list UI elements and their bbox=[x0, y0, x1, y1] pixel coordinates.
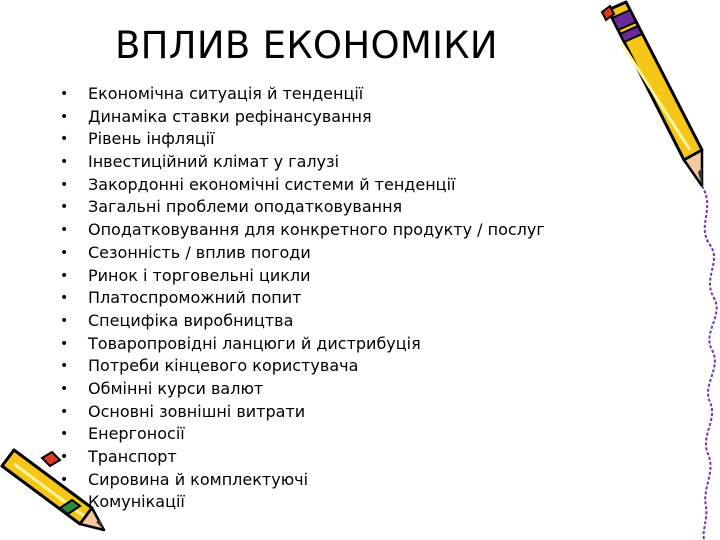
list-item-text: Сировина й комплектуючі bbox=[88, 469, 309, 489]
list-item bbox=[58, 174, 638, 197]
list-item bbox=[58, 128, 638, 151]
list-item bbox=[58, 401, 638, 424]
list-item-text: Транспорт bbox=[88, 447, 177, 466]
list-item-text: Інвестиційний клімат у галузі bbox=[88, 152, 340, 172]
list-item bbox=[58, 333, 638, 356]
list-item bbox=[58, 83, 638, 106]
bullet-icon: • bbox=[60, 471, 69, 488]
list-item bbox=[58, 219, 638, 242]
bullet-icon: • bbox=[60, 176, 69, 193]
bullet-icon: • bbox=[60, 335, 69, 352]
bullet-icon: • bbox=[60, 154, 69, 171]
bullet-icon: • bbox=[60, 108, 69, 125]
bullet-icon: • bbox=[60, 403, 69, 420]
bullet-icon: • bbox=[60, 267, 69, 284]
list-item bbox=[58, 469, 638, 492]
list-item-text: Потреби кінцевого користувача bbox=[88, 356, 359, 376]
list-item-text: Обмінні курси валют bbox=[88, 378, 264, 398]
list-item-text: Товаропровідні ланцюги й дистрибуція bbox=[88, 333, 421, 353]
list-item-text: Рівень інфляції bbox=[88, 129, 215, 149]
list-item-text: Закордонні економічні системи й тенденції bbox=[88, 174, 456, 194]
list-item-text: Сезонність / вплив погоди bbox=[88, 242, 311, 262]
squiggle-line bbox=[702, 186, 717, 540]
list-item bbox=[58, 310, 638, 333]
list-item-text: Платоспроможний попит bbox=[88, 288, 302, 308]
list-item bbox=[58, 151, 638, 174]
bullet-icon: • bbox=[60, 290, 69, 307]
list-item bbox=[58, 265, 638, 288]
list-item-text: Комунікації bbox=[88, 492, 185, 512]
list-item-text: Енергоносії bbox=[88, 424, 185, 444]
bullet-icon: • bbox=[60, 131, 69, 148]
list-item-text: Загальні проблеми оподатковування bbox=[88, 197, 403, 217]
bullet-icon: • bbox=[60, 222, 69, 239]
list-item bbox=[58, 287, 638, 310]
bullet-icon: • bbox=[60, 426, 69, 443]
list-item-text: Оподатковування для конкретного продукту / послуг bbox=[88, 220, 545, 240]
pencil-icon bbox=[2, 450, 104, 530]
list-item bbox=[58, 355, 638, 378]
pencil-decoration-left bbox=[0, 440, 110, 540]
bullet-icon: • bbox=[60, 380, 69, 397]
list-item bbox=[58, 242, 638, 265]
pencil-icon bbox=[602, 2, 702, 186]
list-item bbox=[58, 378, 638, 401]
list-item-text: Основні зовнішні витрати bbox=[88, 401, 306, 421]
slide-title: ВПЛИВ ЕКОНОМІКИ bbox=[115, 24, 498, 67]
bullet-icon: • bbox=[60, 312, 69, 329]
bullet-list bbox=[58, 83, 638, 514]
bullet-icon: • bbox=[60, 86, 69, 102]
list-item bbox=[58, 196, 638, 219]
list-item-text: Специфіка виробництва bbox=[88, 310, 294, 330]
list-item bbox=[58, 446, 638, 469]
list-item bbox=[58, 106, 638, 129]
list-item bbox=[58, 423, 638, 446]
bullet-icon: • bbox=[60, 449, 69, 465]
list-item-text: Динаміка ставки рефінансування bbox=[88, 106, 372, 126]
list-item-text: Економічна ситуація й тенденції bbox=[88, 84, 364, 103]
bullet-icon: • bbox=[60, 199, 69, 216]
bullet-icon: • bbox=[60, 358, 69, 375]
bullet-icon: • bbox=[60, 244, 69, 261]
pencil-squiggle-decoration bbox=[598, 0, 720, 540]
list-item-text: Ринок і торговельні цикли bbox=[88, 265, 311, 285]
list-item bbox=[58, 491, 638, 514]
